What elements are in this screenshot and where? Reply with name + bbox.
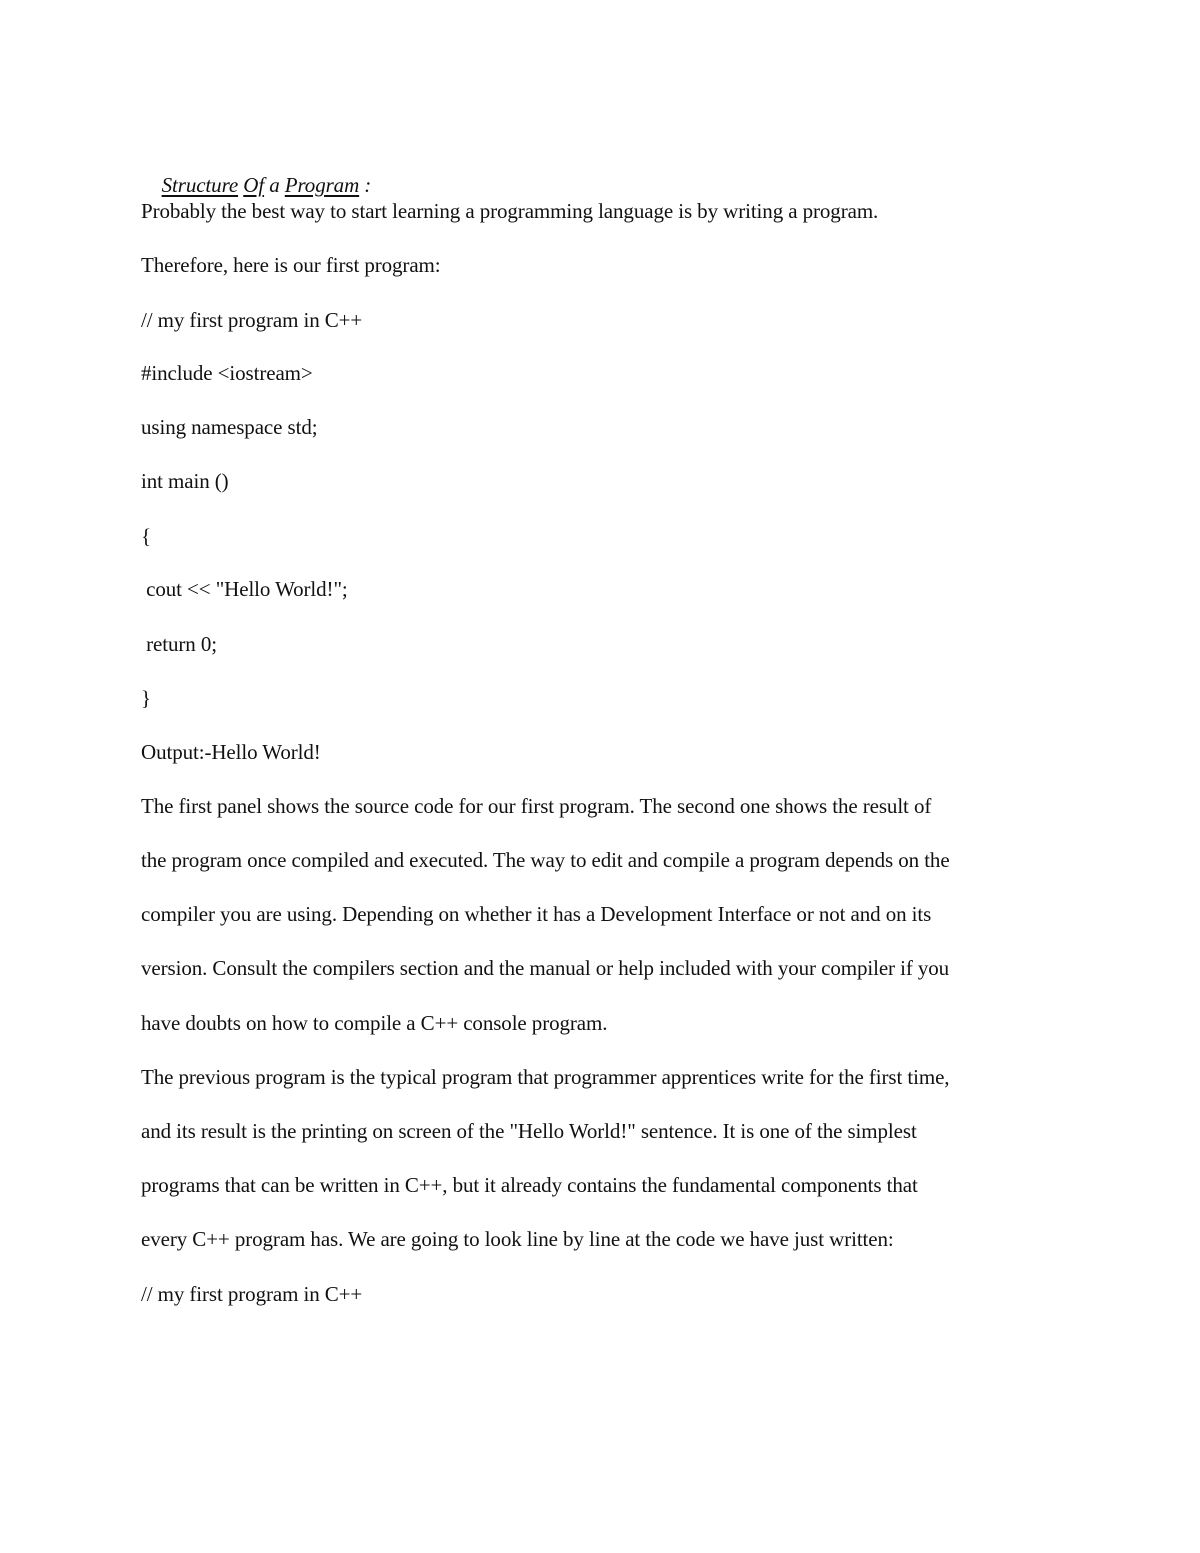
- heading-word: a: [269, 173, 280, 197]
- code-line: return 0;: [141, 632, 217, 656]
- paragraph1-line: version. Consult the compilers section and the manual or help included with your compiler if you: [141, 956, 950, 980]
- paragraph1-line: compiler you are using. Depending on whether it has a Development Interface or not and on its: [141, 902, 932, 926]
- code-line: }: [141, 686, 151, 710]
- code-line: cout << "Hello World!";: [141, 577, 348, 601]
- intro-line: Probably the best way to start learning a programming language is by writing a program.: [141, 199, 879, 223]
- heading-word: Of: [243, 173, 265, 197]
- paragraph1-line: the program once compiled and executed. The way to edit and compile a program depends on the: [141, 848, 950, 872]
- heading-suffix: :: [359, 173, 372, 197]
- output-line: Output:-Hello World!: [141, 740, 321, 764]
- paragraph2-line: programs that can be written in C++, but it already contains the fundamental components that: [141, 1173, 918, 1197]
- paragraph2-line: and its result is the printing on screen of the "Hello World!" sentence. It is one of the simplest: [141, 1119, 917, 1143]
- code-line: // my first program in C++: [141, 308, 363, 332]
- paragraph2-line: every C++ program has. We are going to look line by line at the code we have just written:: [141, 1227, 894, 1251]
- closing-code-line: // my first program in C++: [141, 1282, 363, 1306]
- heading-word: Structure: [161, 173, 239, 197]
- code-line: #include <iostream>: [141, 361, 313, 385]
- code-line: {: [141, 524, 151, 548]
- paragraph2-line: The previous program is the typical program that programmer apprentices write for the first time,: [141, 1065, 950, 1089]
- paragraph1-line: have doubts on how to compile a C++ console program.: [141, 1011, 608, 1035]
- code-line: int main (): [141, 469, 229, 493]
- heading-word: Program: [284, 173, 360, 197]
- code-line: using namespace std;: [141, 415, 318, 439]
- intro-line: Therefore, here is our first program:: [141, 253, 441, 277]
- paragraph1-line: The first panel shows the source code for our first program. The second one shows the result of: [141, 794, 932, 818]
